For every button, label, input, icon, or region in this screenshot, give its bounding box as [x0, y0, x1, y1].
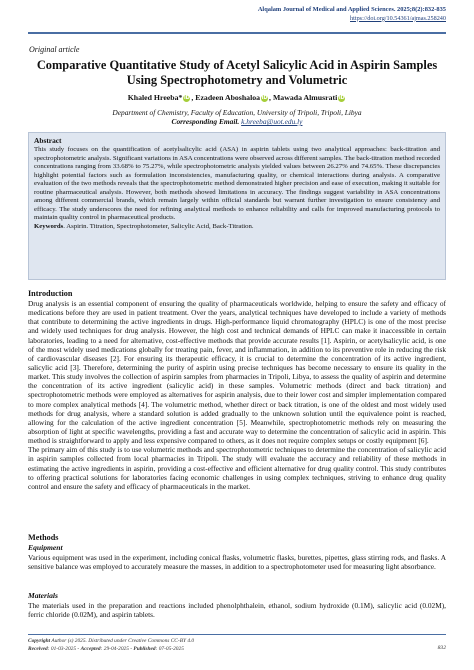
page-header	[258, 6, 446, 23]
keywords-label: Keywords	[34, 222, 64, 230]
email-link[interactable]: k.hreeba@uot.edu.ly	[241, 117, 303, 126]
received-label: Received	[28, 645, 48, 652]
journal-name: Alqalam Journal of Medical and Applied Sciences	[257, 6, 394, 13]
article-type: Original article	[29, 45, 80, 54]
copyright-label: Copyright	[28, 638, 51, 644]
corresponding-label: Corresponding Email.	[171, 117, 240, 126]
methods-heading: Methods	[28, 533, 59, 542]
introduction-section	[28, 289, 446, 491]
page-footer	[28, 634, 446, 654]
orcid-icon[interactable]: iD	[261, 94, 268, 101]
materials-heading: Materials	[28, 591, 58, 600]
keywords-text: . Aspirin. Titration, Spectrophotometer, Salicylic Acid, Back-Titration.	[63, 222, 254, 230]
copyright-line	[28, 638, 446, 646]
published-label: Published	[133, 645, 156, 652]
abstract-heading: Abstract	[34, 136, 62, 145]
article-title: Comparative Quantitative Study of Acetyl Salicylic Acid in Aspirin Samples Using Spectrophotometry and Volumetric	[36, 58, 438, 88]
dates-line: Received: 01-03-2025 - Accepted: 29-04-2025 - Published: 07-05-2025	[28, 645, 184, 652]
abstract-box	[28, 132, 446, 280]
affiliation: Department of Chemistry, Faculty of Education, University of Tripoli, Tripoli, Libya	[112, 108, 362, 117]
published-date: : 07-05-2025	[155, 645, 184, 652]
introduction-paragraph-2: The primary aim of this study is to use volumetric methods and spectrophotometric techniques to determine the concentration of salicylic acid in aspirin samples collected from local pharmacies in Tripoli. The study will evaluate the accuracy and reliability of these methods in estimating the active ingredients in aspirin, providing a cost-effective and efficient alternative for drug quality control. This study contributes to offering practical solutions for laboratories facing economic challenges in using complex techniques, striving to enhance drug quality control and ensure the safety and efficacy of pharmaceuticals in the market.	[28, 445, 446, 491]
journal-citation	[258, 6, 446, 15]
author-3: , Mawada Almusrati	[269, 93, 338, 102]
corresponding-email	[28, 117, 446, 126]
doi-link[interactable]: https://doi.org/10.54361/ajmas.258240	[350, 14, 446, 22]
equipment-heading: Equipment	[28, 543, 63, 552]
introduction-paragraph-1: Drug analysis is an essential component of ensuring the quality of pharmaceuticals worldwide, helping to ensure the safety and efficacy of medications before they are used in patient treatment. Over the years, analytical techniques have developed to include a variety of methods that contribute to determining the active ingredients in drugs. High-performance liquid chromatography (HPLC) is one of the most precise and widely used techniques for drug analysis. However, the high cost and technical demands of HPLC can make it inaccessible in certain laboratories, leading to a need for alternative, cost-effective methods that provide accurate results [1]. Aspirin, or acetylsalicylic acid, is one of the most widely used medications globally for treating pain, fever, and inflammation, in addition to its preventive role in reducing the risk of cardiovascular diseases [2]. For ensuring its therapeutic efficacy, it is crucial to determine the concentration of its active ingredient, salicylic acid [3]. Therefore, determining the purity of aspirin using precise techniques has become necessary to ensure its quality in the market. This study involves the collection of aspirin samples from pharmacies in Tripoli, Libya, to assess the quality of aspirin and determine the concentration of its active ingredient (salicylic acid) in these samples. Volumetric methods (direct and back titration) and spectrophotometric methods were employed as alternatives for aspirin analysis, due to their lower cost and simpler implementation compared to more complex analytical methods [4]. The volumetric method, whether direct or back titration, is one of the oldest and most widely used methods for drug analysis, where a standard solution is added gradually to the unknown solution until the equivalence point is reached, allowing for the calculation of the active ingredient concentration [5]. Meanwhile, spectrophotometric methods rely on measuring the absorption of light at specific wavelengths, providing a fast and accurate way to determine the concentration of salicylic acid in aspirin. This method is straightforward to apply and less expensive compared to others, as it does not require complex setups or costly equipment [6].	[28, 299, 446, 446]
header-divider	[28, 32, 446, 34]
accepted-label: Accepted	[80, 645, 101, 652]
keywords	[34, 223, 440, 232]
author-2: , Ezadeen Aboshaloa	[191, 93, 261, 102]
page-number: 832	[437, 645, 446, 651]
introduction-heading: Introduction	[28, 289, 73, 298]
copyright-text: Author (s) 2025. Distributed under Creative Commons CC-BY 4.0	[50, 638, 195, 644]
methods-section	[28, 533, 446, 571]
materials-section	[28, 591, 446, 619]
author-1: Khaled Hreeba*	[127, 93, 183, 102]
orcid-icon[interactable]: iD	[338, 94, 345, 101]
author-list	[28, 93, 446, 102]
received-date: : 01-03-2025	[47, 645, 77, 652]
citation-info: . 2025;8(2):832-835	[393, 6, 446, 13]
accepted-date: : 29-04-2025	[100, 645, 129, 652]
abstract-text: This study focuses on the quantification of acetylsalicylic acid (ASA) in aspirin tablets using two analytical approaches: back-titration and spectrophotometric analysis. Significant variations in ASA concentrations were observed across different samples. The back-titration method recorded concentrations ranging from 33.68% to 75.27%, while spectrophotometric analysis yielded values between 26.27% and 74.65%. These discrepancies highlight potential factors such as formulation inconsistencies, manufacturing quality, or chemical interactions during analysis. A comparative evaluation of the two methods reveals that the spectrophotometric method demonstrated higher precision and ease of execution, making it suitable for routine pharmaceutical analysis. However, both methods showed limitations in accuracy. The findings suggest variability in ASA concentrations among different commercial brands, which remain largely within official standards but warrant further investigation to ensure consistency and efficacy. The study underscores the need for refining analytical methods to enhance reliability and calls for improved manufacturing protocols to maintain quality control in pharmaceutical products.	[34, 146, 440, 221]
footer-divider	[28, 634, 446, 635]
equipment-paragraph: Various equipment was used in the experiment, including conical flasks, volumetric flasks, burettes, pipettes, glass stirring rods, and flasks. A sensitive balance was employed to accurately measure the masses, in addition to a spectrophotometer used for measuring light absorbance.	[28, 553, 446, 572]
orcid-icon[interactable]: iD	[183, 94, 190, 101]
materials-paragraph: The materials used in the preparation and reactions included phenolphthalein, ethanol, sodium hydroxide (0.1M), salicylic acid (0.02M), ferric chloride (0.02M), and aspirin tablets.	[28, 601, 446, 620]
